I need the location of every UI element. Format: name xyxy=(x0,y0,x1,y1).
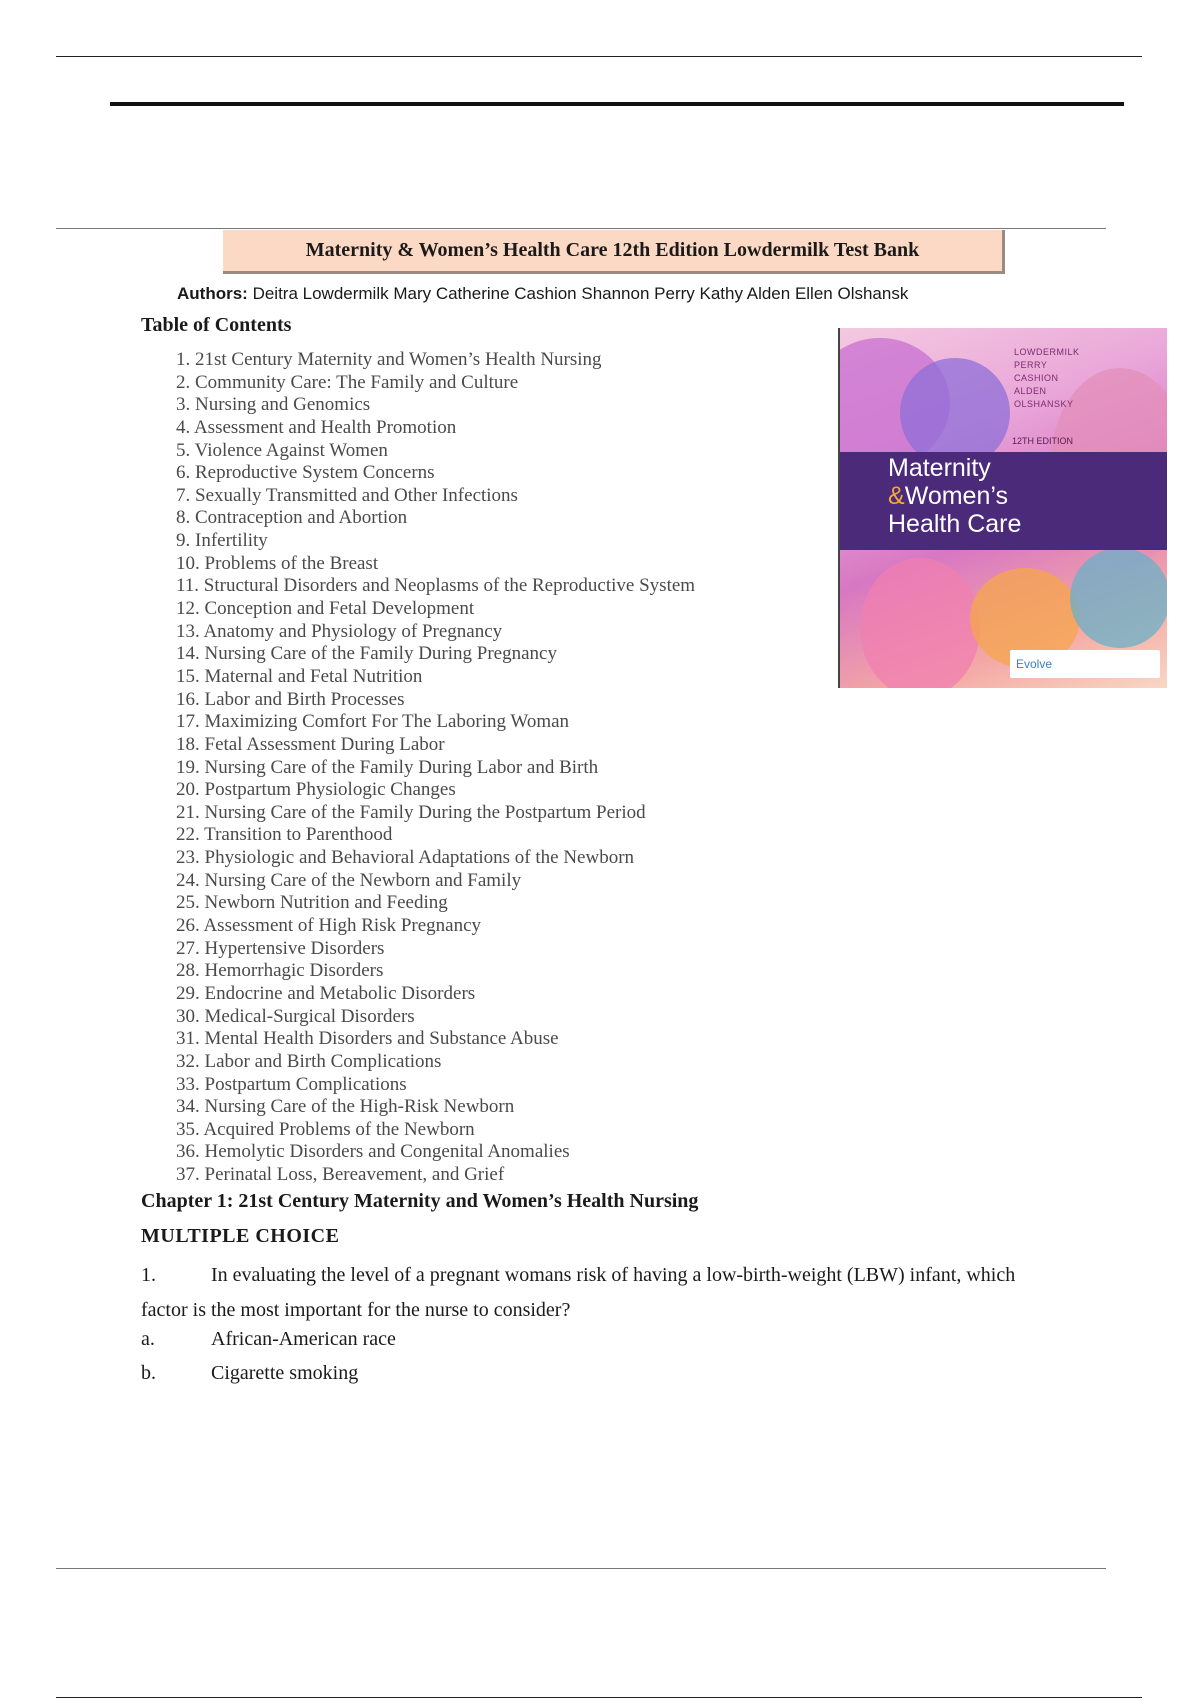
bottom-rule xyxy=(56,1697,1142,1698)
option-text: Cigarette smoking xyxy=(211,1362,359,1384)
toc-item: 1. 21st Century Maternity and Women’s Health Nursing xyxy=(176,349,602,370)
cover-title xyxy=(888,454,1021,538)
toc-item: 2. Community Care: The Family and Culture xyxy=(176,371,519,393)
authors-label: Authors: xyxy=(177,284,248,303)
toc-item: 33. Postpartum Complications xyxy=(176,1073,407,1095)
cover-edition: 12TH EDITION xyxy=(1012,436,1074,446)
cover-author: PERRY xyxy=(1014,360,1048,370)
toc-item: 13. Anatomy and Physiology of Pregnancy xyxy=(176,620,503,642)
option-text: African-American race xyxy=(211,1328,396,1350)
toc-item: 18. Fetal Assessment During Labor xyxy=(176,733,445,755)
toc-item: 30. Medical-Surgical Disorders xyxy=(176,1005,415,1027)
toc-item: 3. Nursing and Genomics xyxy=(176,394,371,416)
answer-option-a xyxy=(141,1328,396,1351)
cover-author: ALDEN xyxy=(1014,386,1047,396)
authors-names: Deitra Lowdermilk Mary Catherine Cashion Shannon Perry Kathy Alden Ellen Olshansk xyxy=(252,284,909,303)
cover-ampersand: & xyxy=(888,482,905,510)
cover-title-line: Health Care xyxy=(888,510,1022,538)
question-text: In evaluating the level of a pregnant womans risk of having a low-birth-weight (LBW) infant, which factor is the most important for the nurse to consider? xyxy=(141,1264,1016,1321)
toc-item: 11. Structural Disorders and Neoplasms of the Reproductive System xyxy=(176,575,696,597)
authors-line xyxy=(177,284,1177,304)
option-letter: a. xyxy=(141,1328,155,1350)
toc-item: 36. Hemolytic Disorders and Congenital Anomalies xyxy=(176,1141,570,1163)
toc-item: 35. Acquired Problems of the Newborn xyxy=(176,1118,475,1140)
toc-item: 26. Assessment of High Risk Pregnancy xyxy=(176,915,482,937)
toc-item: 29. Endocrine and Metabolic Disorders xyxy=(176,982,476,1004)
question-1 xyxy=(141,1258,1041,1328)
toc-item: 10. Problems of the Breast xyxy=(176,552,379,574)
cover-author: OLSHANSKY xyxy=(1014,399,1074,409)
toc-item: 19. Nursing Care of the Family During Labor and Birth xyxy=(176,756,599,778)
top-rule xyxy=(56,56,1142,57)
toc-item: 6. Reproductive System Concerns xyxy=(176,462,435,484)
cover-figure-shape xyxy=(1070,548,1167,648)
book-cover-image xyxy=(838,328,1167,688)
toc-item: 21. Nursing Care of the Family During the Postpartum Period xyxy=(176,801,646,823)
toc-item: 24. Nursing Care of the Newborn and Family xyxy=(176,869,522,891)
toc-item: 14. Nursing Care of the Family During Pregnancy xyxy=(176,643,557,665)
toc-item: 5. Violence Against Women xyxy=(176,439,388,461)
cover-title-band xyxy=(840,452,1167,550)
document-title: Maternity & Women’s Health Care 12th Edition Lowdermilk Test Bank xyxy=(223,230,1005,274)
toc-item: 37. Perinatal Loss, Bereavement, and Grief xyxy=(176,1164,505,1186)
toc-item: 7. Sexually Transmitted and Other Infections xyxy=(176,484,518,506)
header-rule xyxy=(56,228,1106,229)
cover-authors xyxy=(1014,346,1080,411)
toc-heading: Table of Contents xyxy=(141,314,292,336)
toc-item: 31. Mental Health Disorders and Substance Abuse xyxy=(176,1028,559,1050)
cover-figure-shape xyxy=(860,558,980,688)
toc-item: 12. Conception and Fetal Development xyxy=(176,598,475,620)
header-thick-rule xyxy=(110,102,1124,106)
toc-item: 28. Hemorrhagic Disorders xyxy=(176,960,384,982)
cover-title-line: Maternity xyxy=(888,454,991,482)
cover-title-line: &Women’s xyxy=(888,482,1008,510)
toc-item: 20. Postpartum Physiologic Changes xyxy=(176,779,456,801)
cover-author: CASHION xyxy=(1014,373,1059,383)
toc-item: 23. Physiologic and Behavioral Adaptations of the Newborn xyxy=(176,847,635,869)
cover-author: LOWDERMILK xyxy=(1014,347,1080,357)
answer-option-b xyxy=(141,1362,358,1385)
toc-item: 16. Labor and Birth Processes xyxy=(176,688,405,710)
toc-item: 25. Newborn Nutrition and Feeding xyxy=(176,892,448,914)
toc-item: 4. Assessment and Health Promotion xyxy=(176,416,457,438)
toc-item: 27. Hypertensive Disorders xyxy=(176,937,385,959)
toc-item: 32. Labor and Birth Complications xyxy=(176,1050,442,1072)
option-letter: b. xyxy=(141,1362,156,1384)
toc-item: 15. Maternal and Fetal Nutrition xyxy=(176,665,423,687)
cover-evolve-logo: Evolve xyxy=(1010,650,1160,678)
table-of-contents xyxy=(176,349,695,1187)
toc-item: 17. Maximizing Comfort For The Laboring Woman xyxy=(176,711,570,733)
section-heading: MULTIPLE CHOICE xyxy=(141,1225,340,1247)
toc-item: 9. Infertility xyxy=(176,530,268,552)
toc-item: 34. Nursing Care of the High-Risk Newborn xyxy=(176,1096,515,1118)
toc-item: 22. Transition to Parenthood xyxy=(176,824,393,846)
footer-rule xyxy=(56,1568,1106,1569)
question-number: 1. xyxy=(141,1264,156,1286)
toc-item: 8. Contraception and Abortion xyxy=(176,507,408,529)
chapter-heading: Chapter 1: 21st Century Maternity and Women’s Health Nursing xyxy=(141,1190,699,1212)
